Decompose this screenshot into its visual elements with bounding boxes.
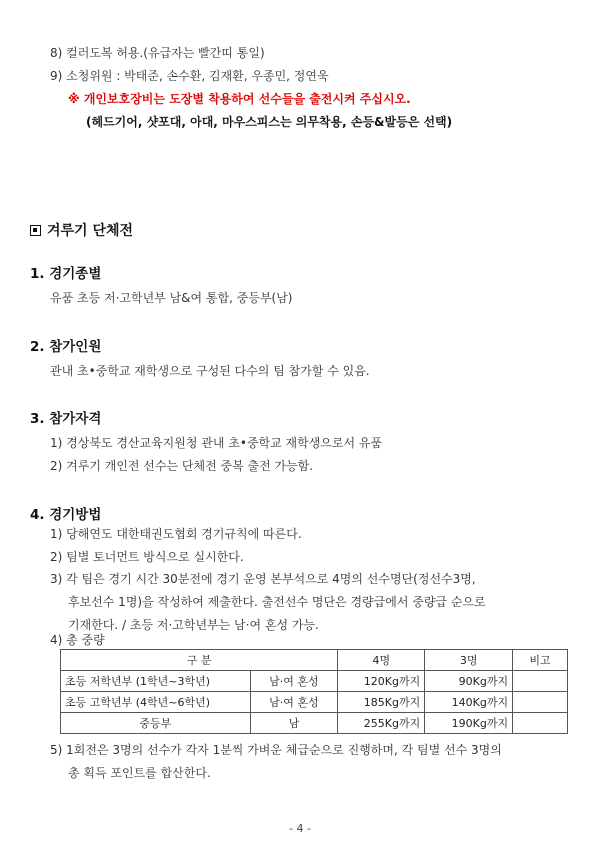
section-heading xyxy=(30,220,133,240)
list-item-9: 9) 소청위원 : 박태준, 손수환, 김재환, 우종민, 정연욱 xyxy=(50,69,329,83)
method-item-3-line-3: 기재한다. / 초등 저·고학년부는 남·여 혼성 가능. xyxy=(68,618,319,632)
weight-limit-table xyxy=(60,649,568,734)
eligibility-item-1: 1) 경상북도 경산교육지원청 관내 초•중학교 재학생으로서 유품 xyxy=(50,436,383,450)
heading-event: 1. 경기종별 xyxy=(30,266,102,282)
square-bullet-icon xyxy=(30,225,41,236)
table-row xyxy=(61,713,568,734)
header-four-players: 4명 xyxy=(338,650,425,671)
safety-warning-detail: (헤드기어, 샷포대, 아대, 마우스피스는 의무착용, 손등&발등은 선택) xyxy=(86,115,453,129)
header-note: 비고 xyxy=(513,650,568,671)
row-gender: 남·여 혼성 xyxy=(250,671,338,692)
row-note xyxy=(513,671,568,692)
row-four-limit: 120Kg까지 xyxy=(338,671,425,692)
list-item-8: 8) 컬러도복 허용.(유급자는 빨간띠 통일) xyxy=(50,46,265,60)
heading-method: 4. 경기방법 xyxy=(30,507,102,523)
method-item-3-line-2: 후보선수 1명)을 작성하여 제출한다. 출전선수 명단은 경량급에서 중량급 순으로 xyxy=(68,595,486,609)
row-three-limit: 140Kg까지 xyxy=(425,692,513,713)
method-item-3-line-1: 3) 각 팀은 경기 시간 30분전에 경기 운영 본부석으로 4명의 선수명단(정선수3명, xyxy=(50,572,476,586)
method-item-2: 2) 팀별 토너먼트 방식으로 실시한다. xyxy=(50,550,244,564)
row-division: 중등부 xyxy=(61,713,251,734)
header-three-players: 3명 xyxy=(425,650,513,671)
header-division: 구 분 xyxy=(61,650,338,671)
method-item-1: 1) 당해연도 대한태권도협회 경기규칙에 따른다. xyxy=(50,527,302,541)
section-heading-text: 겨루기 단체전 xyxy=(47,223,134,239)
eligibility-item-2: 2) 겨루기 개인전 선수는 단체전 중복 출전 가능함. xyxy=(50,459,314,473)
row-gender: 남 xyxy=(250,713,338,734)
row-four-limit: 255Kg까지 xyxy=(338,713,425,734)
heading-eligibility: 3. 참가자격 xyxy=(30,411,102,427)
row-division: 초등 저학년부 (1학년~3학년) xyxy=(61,671,251,692)
safety-warning: ※ 개인보호장비는 도장별 착용하여 선수들을 출전시켜 주십시오. xyxy=(68,92,411,106)
table-row xyxy=(61,671,568,692)
method-item-5-line-2: 총 획득 포인트를 합산한다. xyxy=(68,766,211,780)
table-row xyxy=(61,692,568,713)
row-three-limit: 190Kg까지 xyxy=(425,713,513,734)
row-gender: 남·여 혼성 xyxy=(250,692,338,713)
row-four-limit: 185Kg까지 xyxy=(338,692,425,713)
row-note xyxy=(513,692,568,713)
heading-participants: 2. 참가인원 xyxy=(30,339,102,355)
participants-body: 관내 초•중학교 재학생으로 구성된 다수의 팀 참가할 수 있음. xyxy=(50,364,370,378)
page-number: - 4 - xyxy=(289,822,311,835)
row-note xyxy=(513,713,568,734)
method-item-4: 4) 총 중량 xyxy=(50,633,105,647)
row-three-limit: 90Kg까지 xyxy=(425,671,513,692)
table-header-row xyxy=(61,650,568,671)
method-item-5-line-1: 5) 1회전은 3명의 선수가 각자 1분씩 가벼운 체급순으로 진행하며, 각 팀별 선수 3명의 xyxy=(50,743,502,757)
row-division: 초등 고학년부 (4학년~6학년) xyxy=(61,692,251,713)
event-body: 유품 초등 저·고학년부 남&여 통합, 중등부(남) xyxy=(50,291,293,305)
